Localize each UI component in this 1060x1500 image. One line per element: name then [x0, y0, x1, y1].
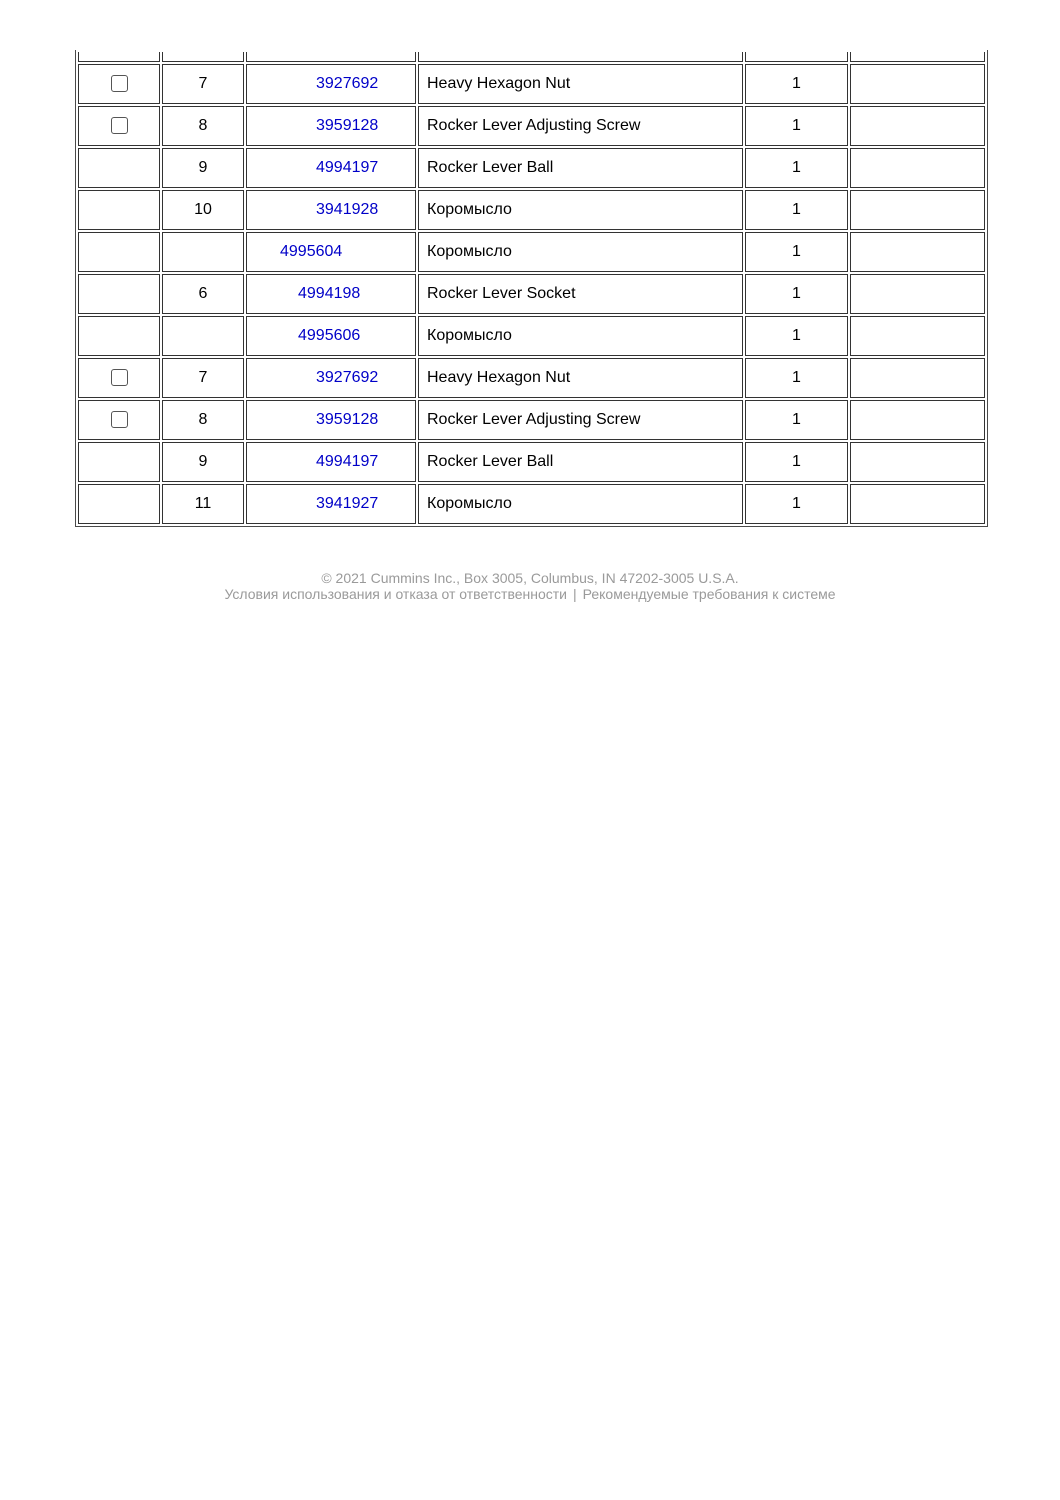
table-row	[78, 400, 985, 440]
table-row	[78, 148, 985, 188]
part-description: Rocker Lever Adjusting Screw	[418, 106, 743, 146]
ref-number: 8	[162, 400, 244, 440]
part-description: Rocker Lever Ball	[418, 148, 743, 188]
quantity: 1	[745, 400, 848, 440]
part-number-cell	[246, 484, 416, 524]
quantity: 1	[745, 442, 848, 482]
part-description: Коромысло	[418, 484, 743, 524]
part-description: Rocker Lever Ball	[418, 442, 743, 482]
ref-number: 7	[162, 64, 244, 104]
table-row	[78, 274, 985, 314]
part-number-cell	[246, 190, 416, 230]
ref-number: 11	[162, 484, 244, 524]
part-number-cell	[246, 64, 416, 104]
part-description: Heavy Hexagon Nut	[418, 64, 743, 104]
footer-separator: |	[573, 586, 577, 602]
table-row	[78, 442, 985, 482]
note-cell	[850, 232, 985, 272]
quantity: 1	[745, 232, 848, 272]
quantity: 1	[745, 484, 848, 524]
checkbox-cell	[78, 274, 160, 314]
ref-number	[162, 316, 244, 356]
part-number-link[interactable]: 3927692	[316, 369, 379, 386]
note-cell	[850, 316, 985, 356]
system-requirements-link[interactable]: Рекомендуемые требования к системе	[582, 586, 836, 602]
part-description: Коромысло	[418, 190, 743, 230]
checkbox-cell	[78, 358, 160, 398]
part-number-cell	[246, 400, 416, 440]
part-number-link[interactable]: 4994198	[298, 285, 361, 302]
quantity: 1	[745, 316, 848, 356]
part-description: Heavy Hexagon Nut	[418, 358, 743, 398]
select-checkbox[interactable]	[111, 411, 128, 428]
select-checkbox[interactable]	[111, 369, 128, 386]
checkbox-cell	[78, 400, 160, 440]
checkbox-cell	[78, 52, 160, 62]
part-number-cell	[246, 358, 416, 398]
note-cell	[850, 64, 985, 104]
footer-links	[0, 586, 1060, 602]
part-number-link[interactable]: 4995604	[280, 243, 343, 260]
ref-number: 10	[162, 190, 244, 230]
parts-table	[75, 50, 988, 527]
part-description: Rocker Lever Socket	[418, 274, 743, 314]
note-cell	[850, 106, 985, 146]
quantity: 1	[745, 190, 848, 230]
checkbox-cell	[78, 106, 160, 146]
quantity: 1	[745, 106, 848, 146]
part-number-link[interactable]: 3941928	[316, 201, 379, 218]
part-number-link[interactable]: 3959128	[316, 117, 379, 134]
part-number-cell	[246, 316, 416, 356]
checkbox-cell	[78, 484, 160, 524]
part-number-cell	[246, 106, 416, 146]
checkbox-cell	[78, 442, 160, 482]
part-number-link[interactable]: 4995606	[298, 327, 361, 344]
table-row	[78, 316, 985, 356]
note-cell	[850, 148, 985, 188]
ref-cell	[162, 52, 244, 62]
part-number-cell	[246, 274, 416, 314]
quantity: 1	[745, 64, 848, 104]
part-number-link[interactable]: 3927692	[316, 75, 379, 92]
ref-number: 8	[162, 106, 244, 146]
part-number-cell	[246, 148, 416, 188]
part-number-cell	[246, 52, 416, 62]
terms-link[interactable]: Условия использования и отказа от ответственности	[224, 586, 567, 602]
quantity: 1	[745, 274, 848, 314]
copyright-text: © 2021 Cummins Inc., Box 3005, Columbus, IN 47202-3005 U.S.A.	[321, 570, 739, 586]
ref-number: 9	[162, 148, 244, 188]
table-row	[78, 232, 985, 272]
quantity: 1	[745, 148, 848, 188]
checkbox-cell	[78, 148, 160, 188]
table-row-continued	[78, 52, 985, 62]
table-row	[78, 484, 985, 524]
description-cell	[418, 52, 743, 62]
ref-number: 9	[162, 442, 244, 482]
part-number-link[interactable]: 3959128	[316, 411, 379, 428]
page-footer	[0, 570, 1060, 602]
note-cell	[850, 442, 985, 482]
checkbox-cell	[78, 316, 160, 356]
part-description: Коромысло	[418, 316, 743, 356]
part-number-cell	[246, 232, 416, 272]
checkbox-cell	[78, 232, 160, 272]
quantity-cell	[745, 52, 848, 62]
note-cell	[850, 274, 985, 314]
table-row	[78, 64, 985, 104]
checkbox-cell	[78, 190, 160, 230]
part-number-cell	[246, 442, 416, 482]
note-cell	[850, 358, 985, 398]
checkbox-cell	[78, 64, 160, 104]
select-checkbox[interactable]	[111, 117, 128, 134]
ref-number: 6	[162, 274, 244, 314]
table-row	[78, 106, 985, 146]
part-number-link[interactable]: 3941927	[316, 495, 379, 512]
part-number-link[interactable]: 4994197	[316, 453, 379, 470]
part-description: Коромысло	[418, 232, 743, 272]
note-cell	[850, 484, 985, 524]
part-description: Rocker Lever Adjusting Screw	[418, 400, 743, 440]
part-number-link[interactable]: 4994197	[316, 159, 379, 176]
table-row	[78, 358, 985, 398]
select-checkbox[interactable]	[111, 75, 128, 92]
quantity: 1	[745, 358, 848, 398]
note-cell	[850, 190, 985, 230]
note-cell	[850, 52, 985, 62]
table-row	[78, 190, 985, 230]
ref-number	[162, 232, 244, 272]
note-cell	[850, 400, 985, 440]
ref-number: 7	[162, 358, 244, 398]
